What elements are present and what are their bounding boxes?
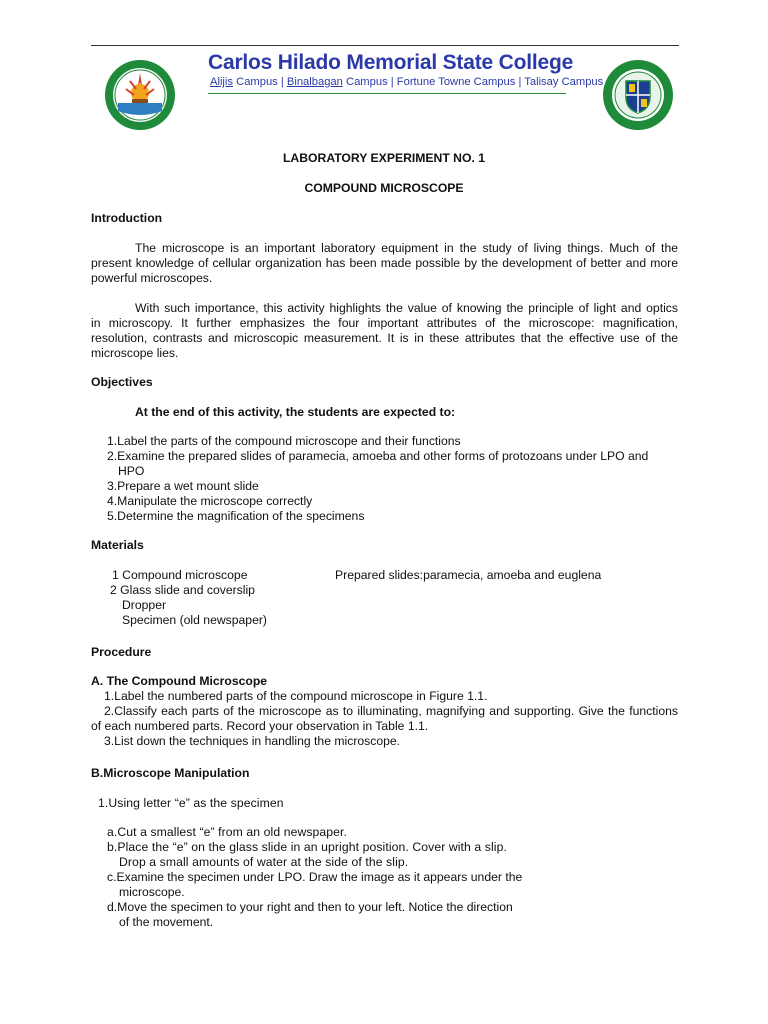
intro-p2-line4: microscope lies.: [91, 346, 179, 360]
page-title: LABORATORY EXPERIMENT NO. 1: [282, 151, 486, 165]
intro-p1-line3: powerful microscopes.: [91, 271, 213, 285]
objective-item: 3.Prepare a wet mount slide: [107, 479, 259, 493]
material-item: 2 Glass slide and coverslip: [110, 583, 255, 597]
intro-p2-line1: With such importance, this activity highlights the value of knowing the principle of light and optics: [135, 301, 678, 315]
procedure-a-item: of each numbered parts. Record your observation in Table 1.1.: [91, 719, 429, 733]
procedure-a-item: 2.Classify each parts of the microscope as to illuminating, magnifying and supporting. Give the functions: [104, 704, 678, 718]
introduction-heading: Introduction: [91, 211, 163, 225]
procedure-a-item: 3.List down the techniques in handling the microscope.: [104, 734, 401, 748]
material-item: 1 Compound microscope: [112, 568, 248, 582]
material-item: Specimen (old newspaper): [122, 613, 267, 627]
procedure-b-item: a.Cut a smallest “e” from an old newspaper.: [107, 825, 348, 839]
intro-p1-line2: present knowledge of cellular organization has been made possible by the development of better and more: [91, 256, 678, 270]
procedure-a-heading: A. The Compound Microscope: [91, 674, 268, 688]
objective-item: 1.Label the parts of the compound microscope and their functions: [107, 434, 461, 448]
intro-p2-line3: resolution, contrasts and microscopic measurement. It is in these attributes that the effective use of the: [91, 331, 678, 345]
header-rule: [91, 45, 679, 46]
procedure-b-item: d.Move the specimen to your right and then to your left. Notice the direction: [107, 900, 513, 914]
college-name: Carlos Hilado Memorial State College: [208, 51, 574, 74]
intro-p2-line2: in microscopy. It further emphasizes the four important attributes of the microscope: magnification,: [91, 316, 678, 330]
procedure-b-item: Drop a small amounts of water at the side of the slip.: [119, 855, 409, 869]
objective-item: HPO: [118, 464, 145, 478]
material-item-slides: Prepared slides:paramecia, amoeba and euglena: [335, 568, 602, 582]
objectives-heading: Objectives: [91, 375, 153, 389]
right-college-seal-icon: [602, 59, 674, 131]
procedure-b-item: b.Place the “e” on the glass slide in an upright position. Cover with a slip.: [107, 840, 507, 854]
materials-heading: Materials: [91, 538, 144, 552]
intro-p1-line1: The microscope is an important laboratory equipment in the study of living things. Much of the: [135, 241, 678, 255]
left-college-seal-icon: [104, 59, 176, 131]
procedure-heading: Procedure: [91, 645, 152, 659]
procedure-a-item: 1.Label the numbered parts of the compound microscope in Figure 1.1.: [104, 689, 488, 703]
objective-item: 5.Determine the magnification of the specimens: [107, 509, 365, 523]
material-item: Dropper: [122, 598, 167, 612]
procedure-b-heading: B.Microscope Manipulation: [91, 766, 250, 780]
page-subtitle: COMPOUND MICROSCOPE: [304, 181, 464, 195]
procedure-b-item: microscope.: [119, 885, 185, 899]
campus-list: Alijis Campus | Binalbagan Campus | Fortune Towne Campus | Talisay Campus: [210, 76, 604, 88]
objectives-lead: At the end of this activity, the students are expected to:: [135, 405, 456, 419]
header-green-rule: [208, 93, 566, 94]
procedure-b-item: of the movement.: [119, 915, 214, 929]
procedure-b-lead: 1.Using letter “e” as the specimen: [98, 796, 284, 810]
objective-item: 2.Examine the prepared slides of paramecia, amoeba and other forms of protozoans under LPO and: [107, 449, 649, 463]
procedure-b-item: c.Examine the specimen under LPO. Draw the image as it appears under the: [107, 870, 523, 884]
objective-item: 4.Manipulate the microscope correctly: [107, 494, 313, 508]
